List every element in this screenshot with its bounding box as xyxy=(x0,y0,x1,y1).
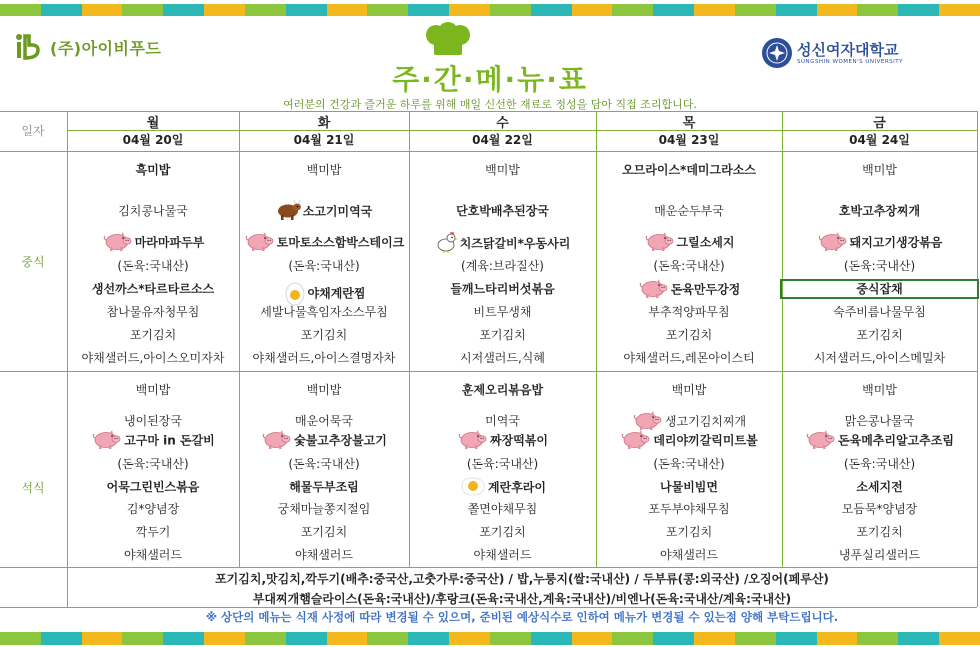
lunch-menu-item xyxy=(239,304,409,320)
lunch-menu-item xyxy=(67,304,239,320)
menu-item-text: 숙주비름나물무침 xyxy=(833,305,926,319)
school-emblem-icon xyxy=(762,38,792,68)
dinner-menu-item xyxy=(596,501,782,517)
lunch-menu-item xyxy=(596,281,782,299)
lunch-menu-item xyxy=(596,327,782,343)
dinner-menu-item xyxy=(596,456,782,472)
menu-item-text: 깍두기 xyxy=(135,525,171,539)
stripe-segment xyxy=(694,632,735,645)
menu-item-text: 야채샐러드 xyxy=(660,548,718,562)
table-hline xyxy=(0,371,977,372)
menu-item-text: 고구마 in 돈갈비 xyxy=(124,433,215,448)
lunch-menu-item xyxy=(409,304,596,320)
date-header: 04월 23일 xyxy=(658,133,720,147)
dinner-menu-item xyxy=(409,382,596,398)
menu-item-text: 모듬묵*양념장 xyxy=(841,502,918,516)
menu-item-text: (돈육:국내산) xyxy=(843,259,916,273)
pig-icon xyxy=(261,428,293,450)
stripe-segment xyxy=(939,632,980,645)
menu-item-text: 포기김치 xyxy=(479,525,526,539)
menu-item-text: (돈육:국내산) xyxy=(466,457,539,471)
stripe-segment xyxy=(857,4,898,16)
dinner-menu-item xyxy=(596,547,782,563)
dinner-menu-item xyxy=(67,432,239,450)
menu-item-text: 돈육만두강정 xyxy=(670,282,741,297)
menu-item-text: 야채샐러드 xyxy=(473,548,532,562)
pig-icon xyxy=(457,428,489,450)
stripe-segment xyxy=(531,4,572,16)
menu-item-text: 백미밥 xyxy=(306,383,342,397)
dinner-menu-item xyxy=(409,501,596,517)
dinner-menu-item xyxy=(239,524,409,540)
stripe-segment xyxy=(286,632,327,645)
menu-item-text: (돈육:국내산) xyxy=(843,457,916,471)
menu-item-text: 포기김치 xyxy=(129,328,177,342)
stripe-segment xyxy=(694,4,735,16)
company-name: (주)아이비푸드 xyxy=(50,38,162,58)
lunch-menu-item xyxy=(409,350,596,366)
stripe-segment xyxy=(817,632,858,645)
lunch-menu-item xyxy=(239,203,409,221)
menu-item-text: 어묵그린빈스볶음 xyxy=(106,480,200,494)
stripe-segment xyxy=(82,4,123,16)
lunch-menu-item xyxy=(239,234,409,252)
school-english-name: SUNGSHIN WOMEN'S UNIVERSITY xyxy=(797,58,904,65)
menu-item-text: 시저샐러드,아이스메밀차 xyxy=(813,351,946,365)
dinner-menu-item xyxy=(409,479,596,497)
egg-icon xyxy=(283,277,307,307)
pig-icon xyxy=(805,428,837,450)
table-hline xyxy=(0,151,977,152)
lunch-menu-item xyxy=(782,304,977,320)
pig-icon xyxy=(817,230,849,252)
menu-item-text: 치즈닭갈비*우동사리 xyxy=(459,236,571,251)
menu-item-text: (돈육:국내산) xyxy=(653,457,725,471)
stripe-segment xyxy=(735,4,776,16)
menu-item-text: 토마토소스함박스테이크 xyxy=(276,235,405,250)
stripe-segment xyxy=(898,4,939,16)
menu-item-text: 포두부야채무침 xyxy=(648,502,730,516)
lunch-menu-item xyxy=(409,203,596,219)
dinner-menu-item xyxy=(782,547,977,563)
menu-item-text: 백미밥 xyxy=(485,163,520,177)
lunch-menu-item xyxy=(239,327,409,343)
stripe-segment xyxy=(612,632,653,645)
chicken-icon xyxy=(435,230,459,254)
dinner-menu-item xyxy=(596,524,782,540)
menu-item-text: 야채계란찜 xyxy=(307,286,366,301)
company-logo xyxy=(14,32,161,62)
origin-info-line-1: 포기김치,맛김치,깍두기(배추:중국산,고춧가루:중국산) / 밥,누룽지(쌀:국내산) / 두부류(콩:외국산) /오징어(페루산) xyxy=(215,572,829,586)
menu-item-text: 단호박배추된장국 xyxy=(456,204,549,218)
stripe-segment xyxy=(490,632,531,645)
menu-item-text: 야채샐러드,아이스결명자차 xyxy=(252,351,396,365)
dinner-menu-item xyxy=(239,479,409,495)
stripe-segment xyxy=(898,632,939,645)
menu-item-text: (계육:브라질산) xyxy=(461,259,544,273)
lunch-menu-item xyxy=(67,350,239,366)
pig-icon xyxy=(638,277,670,299)
stripe-segment xyxy=(245,4,286,16)
lunch-menu-item xyxy=(409,234,596,254)
stripe-segment xyxy=(776,4,817,16)
stripe-segment xyxy=(653,4,694,16)
day-header: 수 xyxy=(496,116,509,131)
menu-item-text: 흑미밥 xyxy=(135,163,171,177)
dinner-row-label: 석식 xyxy=(21,481,45,495)
lunch-menu-item xyxy=(239,162,409,178)
dinner-menu-item xyxy=(782,413,977,429)
menu-item-text: 백미밥 xyxy=(306,163,342,177)
dinner-menu-item xyxy=(67,479,239,495)
date-header: 04월 20일 xyxy=(122,133,184,147)
dinner-menu-item xyxy=(239,382,409,398)
pig-icon xyxy=(91,428,123,450)
menu-item-text: 포기김치 xyxy=(300,525,348,539)
dinner-menu-item xyxy=(782,456,977,472)
stripe-segment xyxy=(0,632,41,645)
date-row-label: 일자 xyxy=(21,124,45,138)
stripe-segment xyxy=(122,632,163,645)
menu-item-text: 쫄면야채무침 xyxy=(467,502,538,516)
lunch-menu-item xyxy=(596,203,782,219)
dinner-menu-item xyxy=(782,501,977,517)
stripe-segment xyxy=(735,632,776,645)
menu-item-text: 냉이된장국 xyxy=(124,414,182,428)
day-header: 목 xyxy=(682,116,696,131)
dinner-menu-item xyxy=(596,479,782,495)
lunch-menu-item xyxy=(782,327,977,343)
lunch-menu-item xyxy=(67,234,239,252)
menu-item-text: (돈육:국내산) xyxy=(653,259,725,273)
menu-item-text: 돈육메추리알고추조림 xyxy=(838,433,954,448)
menu-item-text: 백미밥 xyxy=(862,163,897,177)
dinner-menu-item xyxy=(782,432,977,450)
menu-item-text: (돈육:국내산) xyxy=(117,259,189,273)
menu-item-text: 숯불고추장불고기 xyxy=(294,433,387,448)
menu-item-text: 소고기미역국 xyxy=(302,204,373,219)
dinner-menu-item xyxy=(409,432,596,450)
lunch-menu-item xyxy=(67,162,239,178)
lunch-menu-item xyxy=(409,162,596,178)
lunch-menu-item xyxy=(596,162,782,178)
dinner-menu-item xyxy=(782,524,977,540)
menu-item-text: 백미밥 xyxy=(671,383,707,397)
stripe-segment xyxy=(572,4,613,16)
lunch-menu-item xyxy=(596,258,782,274)
chef-hat-icon xyxy=(424,22,472,56)
menu-item-text: 데리야끼갈릭미트볼 xyxy=(653,433,758,448)
stripe-segment xyxy=(163,4,204,16)
menu-item-text: 매운어묵국 xyxy=(295,414,353,428)
pig-icon xyxy=(620,428,652,450)
menu-item-text: 계란후라이 xyxy=(488,480,546,495)
lunch-menu-item xyxy=(67,258,239,274)
lunch-menu-item xyxy=(409,327,596,343)
lunch-row-label: 중식 xyxy=(21,255,45,269)
menu-item-text: (돈육:국내산) xyxy=(288,259,360,273)
stripe-segment xyxy=(122,4,163,16)
stripe-segment xyxy=(939,4,980,16)
stripe-segment xyxy=(531,632,572,645)
stripe-segment xyxy=(0,4,41,16)
menu-item-text: 중식잡채 xyxy=(856,282,903,296)
stripe-segment xyxy=(204,4,245,16)
menu-item-text: 맑은콩나물국 xyxy=(844,414,915,428)
lunch-menu-item xyxy=(409,281,596,297)
lunch-menu-item xyxy=(782,162,977,178)
dinner-menu-item xyxy=(67,524,239,540)
menu-item-text: 참나물유자청무침 xyxy=(106,305,200,319)
lunch-menu-item xyxy=(782,234,977,252)
menu-item-text: 포기김치 xyxy=(300,328,348,342)
dinner-menu-item xyxy=(239,413,409,429)
lunch-menu-item[interactable] xyxy=(782,281,977,297)
dinner-menu-item xyxy=(409,547,596,563)
origin-info-line-2: 부대찌개햄슬라이스(돈육:국내산)/후랑크(돈육:국내산,계육:국내산)/비엔나(돈육:국내산/계육:국내산) xyxy=(252,592,792,606)
stripe-segment xyxy=(449,632,490,645)
menu-item-text: 오므라이스*데미그라소스 xyxy=(622,163,756,177)
menu-item-text: 포기김치 xyxy=(665,328,713,342)
menu-item-text: 야채샐러드,레몬아이스티 xyxy=(623,351,755,365)
menu-item-text: 미역국 xyxy=(485,414,520,428)
menu-item-text: 포기김치 xyxy=(665,525,713,539)
stripe-segment xyxy=(327,632,368,645)
stripe-segment xyxy=(163,632,204,645)
dinner-menu-item xyxy=(239,456,409,472)
date-header: 04월 21일 xyxy=(293,133,355,147)
dinner-menu-item xyxy=(409,456,596,472)
lunch-menu-item xyxy=(596,234,782,252)
lunch-menu-item xyxy=(67,327,239,343)
menu-item-text: 세발나물흑임자소스무침 xyxy=(260,305,388,319)
day-header: 월 xyxy=(146,116,160,131)
dinner-menu-item xyxy=(67,456,239,472)
menu-item-text: 돼지고기생강볶음 xyxy=(849,235,943,250)
menu-item-text: 해물두부조림 xyxy=(289,480,359,494)
lunch-menu-item xyxy=(239,350,409,366)
menu-item-text: 소세지전 xyxy=(856,480,903,494)
stripe-segment xyxy=(817,4,858,16)
table-hline xyxy=(0,567,977,568)
bottom-color-stripe xyxy=(0,632,980,645)
dinner-menu-item xyxy=(409,413,596,429)
menu-item-text: 김치콩나물국 xyxy=(118,204,188,218)
stripe-segment xyxy=(776,632,817,645)
page-subtitle: 여러분의 건강과 즐거운 하루를 위해 매일 신선한 재료로 정성을 담아 직접 조리합니다. xyxy=(283,98,697,111)
menu-item-text: (돈육:국내산) xyxy=(117,457,189,471)
pig-icon xyxy=(644,230,676,252)
stripe-segment xyxy=(408,632,449,645)
menu-item-text: 냉푸실리샐러드 xyxy=(838,548,921,562)
dinner-menu-item xyxy=(782,479,977,495)
menu-item-text: 마라마파두부 xyxy=(134,235,205,250)
table-vline xyxy=(977,111,978,607)
lunch-menu-item xyxy=(596,350,782,366)
dinner-menu-item xyxy=(596,382,782,398)
stripe-segment xyxy=(286,4,327,16)
stripe-segment xyxy=(82,632,123,645)
school-name: 성신여자대학교 xyxy=(797,40,899,59)
menu-item-text: 생선까스*타르타르소스 xyxy=(91,282,215,296)
stripe-segment xyxy=(367,632,408,645)
cow-icon xyxy=(276,199,302,221)
stripe-segment xyxy=(653,632,694,645)
menu-item-text: 야채샐러드,아이스오미자차 xyxy=(81,351,225,365)
lunch-menu-item xyxy=(782,350,977,366)
menu-item-text: 포기김치 xyxy=(856,525,903,539)
table-hline xyxy=(0,607,977,608)
day-header: 화 xyxy=(317,116,331,131)
pig-icon xyxy=(102,230,134,252)
menu-item-text: 부추적양파무침 xyxy=(648,305,730,319)
dinner-menu-item xyxy=(67,382,239,398)
lunch-menu-item xyxy=(782,258,977,274)
menu-change-notice: ※ 상단의 메뉴는 식재 사정에 따라 변경될 수 있으며, 준비된 예상식수로 인하여 메뉴가 변경될 수 있는점 양해 부탁드립니다. xyxy=(205,610,839,624)
lunch-menu-item xyxy=(239,258,409,274)
page-title: 주·간·메·뉴·표 xyxy=(392,63,588,96)
menu-item-text: 매운순두부국 xyxy=(654,204,724,218)
dinner-menu-item xyxy=(239,547,409,563)
stripe-segment xyxy=(245,632,286,645)
date-header: 04월 24일 xyxy=(849,133,910,147)
school-logo xyxy=(762,38,903,68)
menu-item-text: 야채샐러드 xyxy=(124,548,182,562)
ib-logo-icon xyxy=(14,32,44,62)
menu-item-text: 들깨느타리버섯볶음 xyxy=(450,282,555,296)
menu-item-text: 시저샐러드,식혜 xyxy=(460,351,545,365)
dinner-menu-item xyxy=(67,501,239,517)
menu-item-text: 생고기김치찌개 xyxy=(664,414,747,429)
menu-item-text: 김*양념장 xyxy=(126,502,180,516)
pig-icon xyxy=(244,230,276,252)
stripe-segment xyxy=(612,4,653,16)
menu-item-text: 비트무생채 xyxy=(473,305,532,319)
menu-item-text: 훈제오리볶음밥 xyxy=(461,383,544,397)
stripe-segment xyxy=(408,4,449,16)
menu-item-text: 그릴소세지 xyxy=(676,235,735,250)
stripe-segment xyxy=(367,4,408,16)
stripe-segment xyxy=(327,4,368,16)
top-color-stripe xyxy=(0,4,980,16)
stripe-segment xyxy=(490,4,531,16)
dinner-menu-item xyxy=(409,524,596,540)
menu-item-text: (돈육:국내산) xyxy=(288,457,360,471)
lunch-menu-item xyxy=(409,258,596,274)
stripe-segment xyxy=(41,4,82,16)
stripe-segment xyxy=(857,632,898,645)
date-header: 04월 22일 xyxy=(472,133,533,147)
menu-item-text: 짜장떡볶이 xyxy=(490,433,548,448)
lunch-menu-item xyxy=(67,281,239,297)
dinner-menu-item xyxy=(782,382,977,398)
dinner-menu-item xyxy=(239,432,409,450)
lunch-menu-item xyxy=(782,203,977,219)
dinner-menu-item xyxy=(67,547,239,563)
menu-item-text: 백미밥 xyxy=(862,383,897,397)
menu-item-text: 호박고추장찌개 xyxy=(838,204,921,218)
menu-item-text: 백미밥 xyxy=(135,383,171,397)
menu-item-text: 궁채마늘쫑지절임 xyxy=(277,502,371,516)
menu-item-text: 포기김치 xyxy=(856,328,903,342)
stripe-segment xyxy=(572,632,613,645)
stripe-segment xyxy=(41,632,82,645)
lunch-menu-item xyxy=(67,203,239,219)
day-header: 금 xyxy=(873,116,886,131)
dinner-menu-item xyxy=(67,413,239,429)
lunch-menu-item xyxy=(596,304,782,320)
menu-item-text: 포기김치 xyxy=(479,328,526,342)
menu-item-text: 야채샐러드 xyxy=(295,548,353,562)
dinner-menu-item xyxy=(596,432,782,450)
fried-egg-icon xyxy=(459,475,487,497)
dinner-menu-item xyxy=(239,501,409,517)
stripe-segment xyxy=(449,4,490,16)
stripe-segment xyxy=(204,632,245,645)
menu-item-text: 나물비빔면 xyxy=(660,480,718,494)
